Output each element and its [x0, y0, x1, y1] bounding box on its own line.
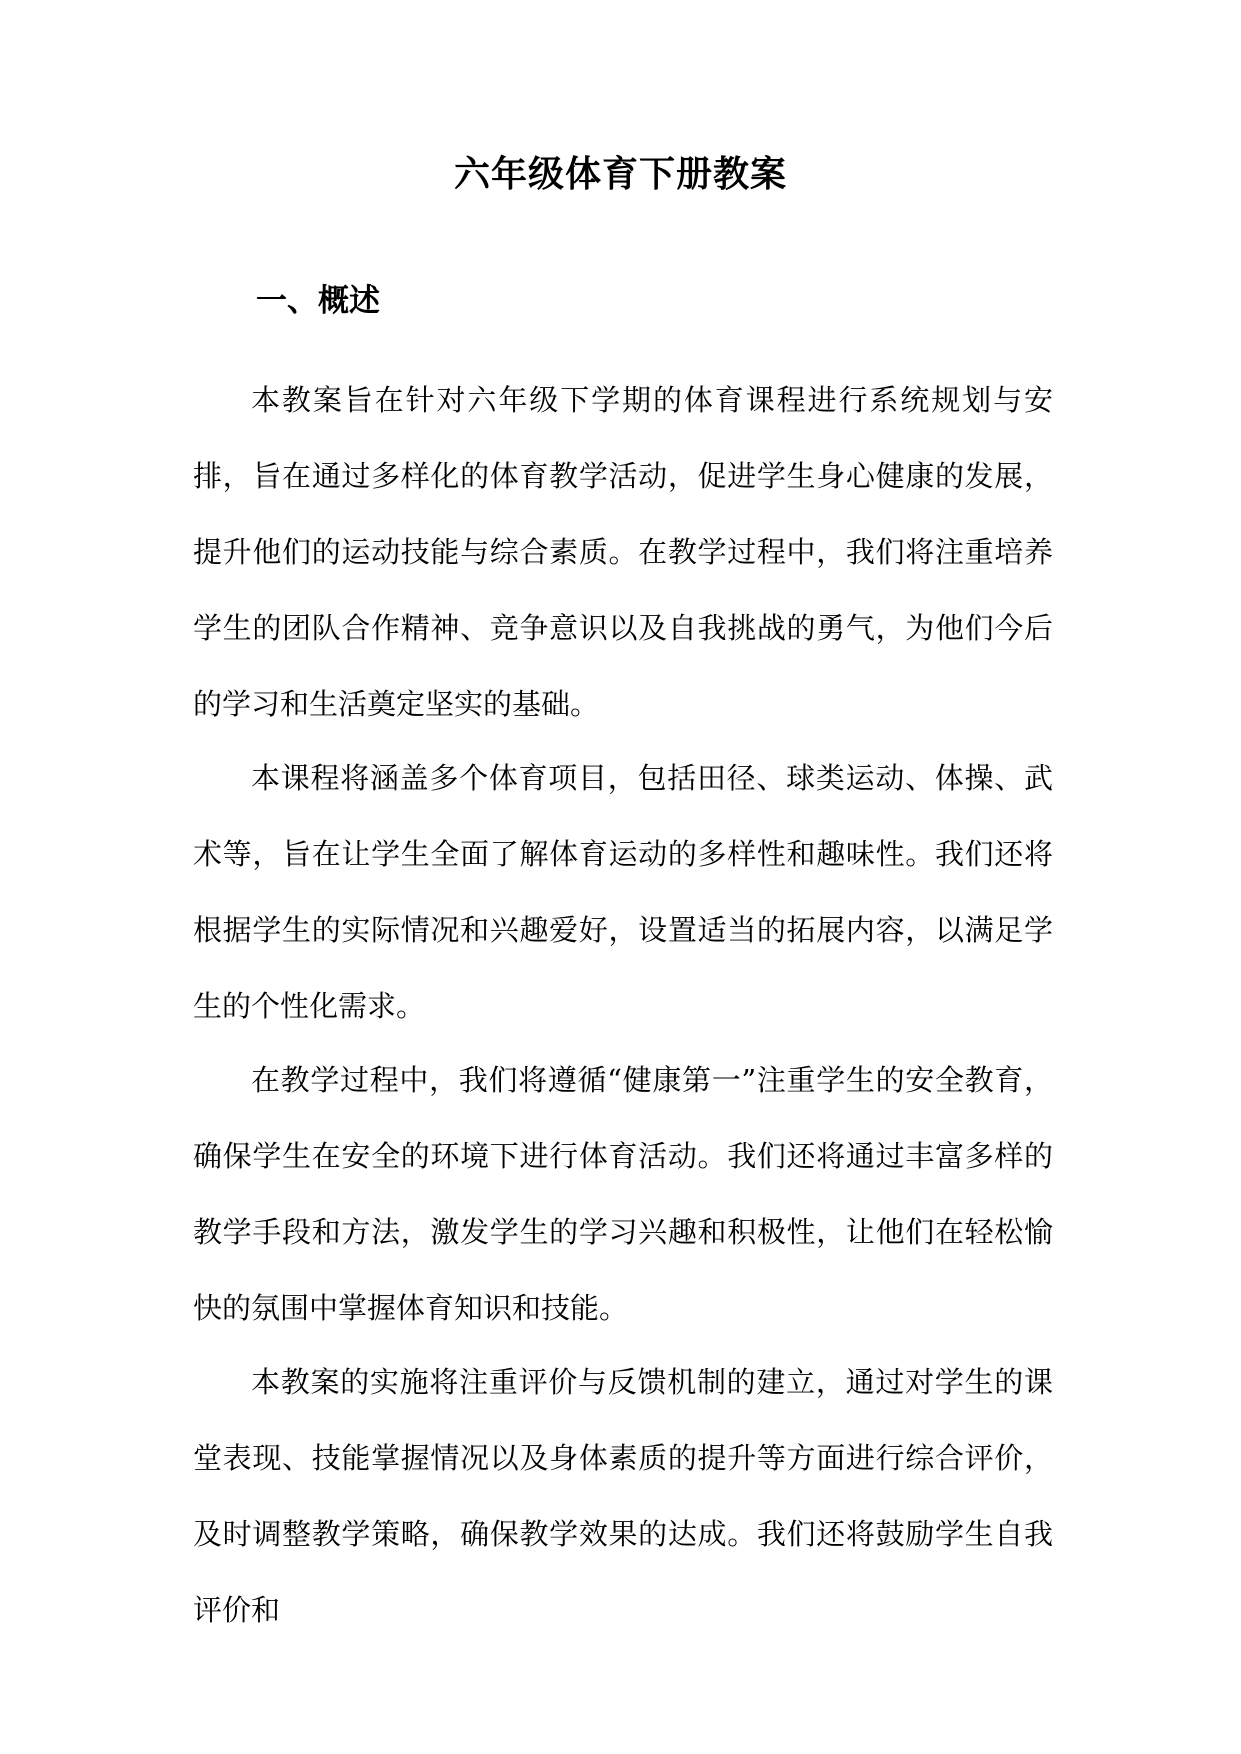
document-title: 六年级体育下册教案 — [453, 153, 787, 195]
paragraph: 本课程将涵盖多个体育项目，包括田径、球类运动、体操、武术等，旨在让学生全面了解体育运动的多样性和趣味性。我们还将根据学生的实际情况和兴趣爱好，设置适当的拓展内容，以满足学生的个性化需求。 — [193, 761, 1053, 1023]
paragraph: 本教案的实施将注重评价与反馈机制的建立，通过对学生的课堂表现、技能掌握情况以及身体素质的提升等方面进行综合评价，及时调整教学策略，确保教学效果的达成。我们还将鼓励学生自我评价和 — [193, 1365, 1053, 1627]
body-text — [193, 362, 1053, 1646]
section-heading-overview: 一、概述 — [256, 283, 380, 319]
paragraph: 本教案旨在针对六年级下学期的体育课程进行系统规划与安排，旨在通过多样化的体育教学活动，促进学生身心健康的发展，提升他们的运动技能与综合素质。在教学过程中，我们将注重培养学生的团队合作精神、竞争意识以及自我挑战的勇气，为他们今后的学习和生活奠定坚实的基础。 — [193, 383, 1053, 721]
paragraph: 在教学过程中，我们将遵循“健康第一”注重学生的安全教育，确保学生在安全的环境下进行体育活动。我们还将通过丰富多样的教学手段和方法，激发学生的学习兴趣和积极性，让他们在轻松愉快的氛围中掌握体育知识和技能。 — [193, 1063, 1053, 1325]
